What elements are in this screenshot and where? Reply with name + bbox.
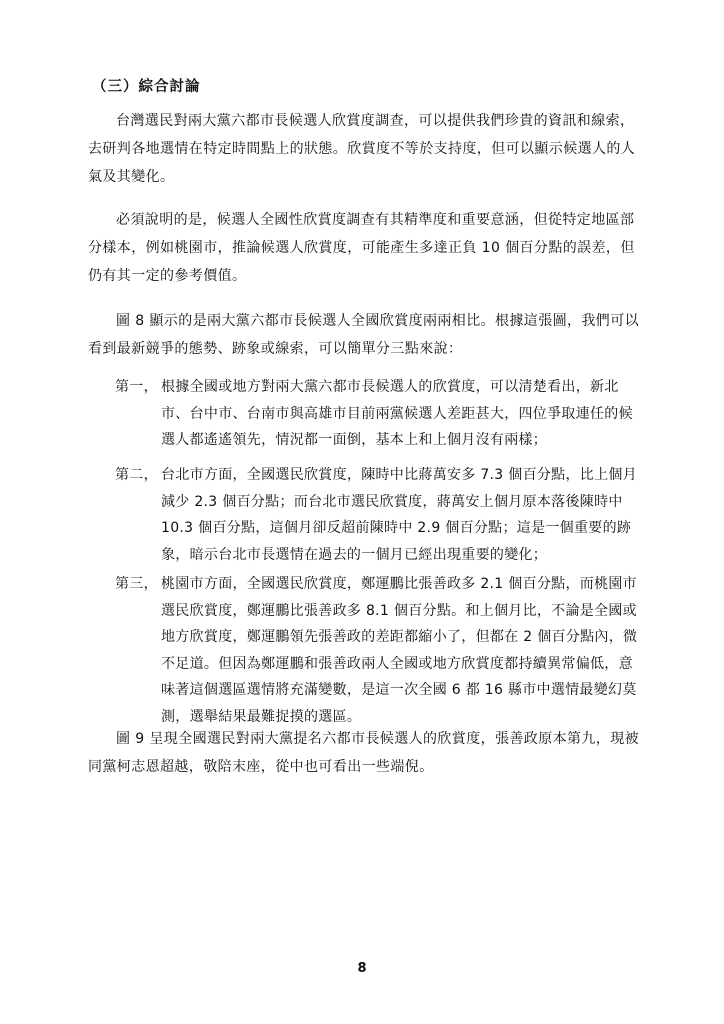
paragraph-figure-9: 圖 9 呈現全國選民對兩大黨提名六都市長候選人的欣賞度，張善政原本第九，現被同黨柯志恩超越，敬陪末座，從中也可看出一些端倪。 bbox=[88, 731, 640, 775]
paragraph-intro: 台灣選民對兩大黨六都市長候選人欣賞度調查，可以提供我們珍貴的資訊和線索，去研判各地選情在特定時間點上的狀態。欣賞度不等於支持度，但可以顯示候選人的人氣及其變化。 bbox=[88, 113, 636, 185]
point-third bbox=[115, 571, 645, 730]
point-second bbox=[115, 462, 645, 568]
page-number: 8 bbox=[357, 961, 367, 976]
section-heading: （三）綜合討論 bbox=[92, 79, 201, 95]
point-text: 台北市方面，全國選民欣賞度，陳時中比蔣萬安多 7.3 個百分點，比上個月減少 2.3 個百分點；而台北市選民欣賞度，蔣萬安上個月原本落後陳時中 10.3 個百分點，這個月卻反超前陳時中 2.9 個百分點；這是一個重要的跡象，暗示台北市長選情在過去的一個月已經出現重要的變化； bbox=[161, 467, 637, 563]
point-text: 桃園市方面，全國選民欣賞度，鄭運鵬比張善政多 2.1 個百分點，而桃園市選民欣賞度，鄭運鵬比張善政多 8.1 個百分點。和上個月比，不論是全國或地方欣賞度，鄭運鵬領先張善政的差距都縮小了，但都在 2 個百分點內，微不足道。但因為鄭運鵬和張善政兩人全國或地方欣賞度都持續異常偏低，意味著這個選區選情將充滿變數，是這一次全國 6 都 16 縣市中選情最變幻莫測，選舉結果最難捉摸的選區。 bbox=[161, 576, 638, 725]
point-first bbox=[115, 374, 645, 454]
point-text: 根據全國或地方對兩大黨六都市長候選人的欣賞度，可以清楚看出，新北市、台中市、台南市與高雄市目前兩黨候選人差距甚大，四位爭取連任的候選人都遙遙領先，情況都一面倒，基本上和上個月沒有兩樣； bbox=[161, 379, 633, 448]
point-label: 第一， bbox=[115, 379, 158, 395]
point-label: 第二， bbox=[115, 467, 158, 483]
point-label: 第三， bbox=[115, 576, 158, 592]
paragraph-figure-8: 圖 8 顯示的是兩大黨六都市長候選人全國欣賞度兩兩相比。根據這張圖，我們可以看到最新競爭的態勢、跡象或線索，可以簡單分三點來說： bbox=[88, 313, 640, 357]
paragraph-caveat: 必須說明的是，候選人全國性欣賞度調查有其精準度和重要意涵，但從特定地區部分樣本，例如桃園市，推論候選人欣賞度，可能產生多達正負 10 個百分點的誤差，但仍有其一定的參考價值。 bbox=[88, 212, 635, 284]
